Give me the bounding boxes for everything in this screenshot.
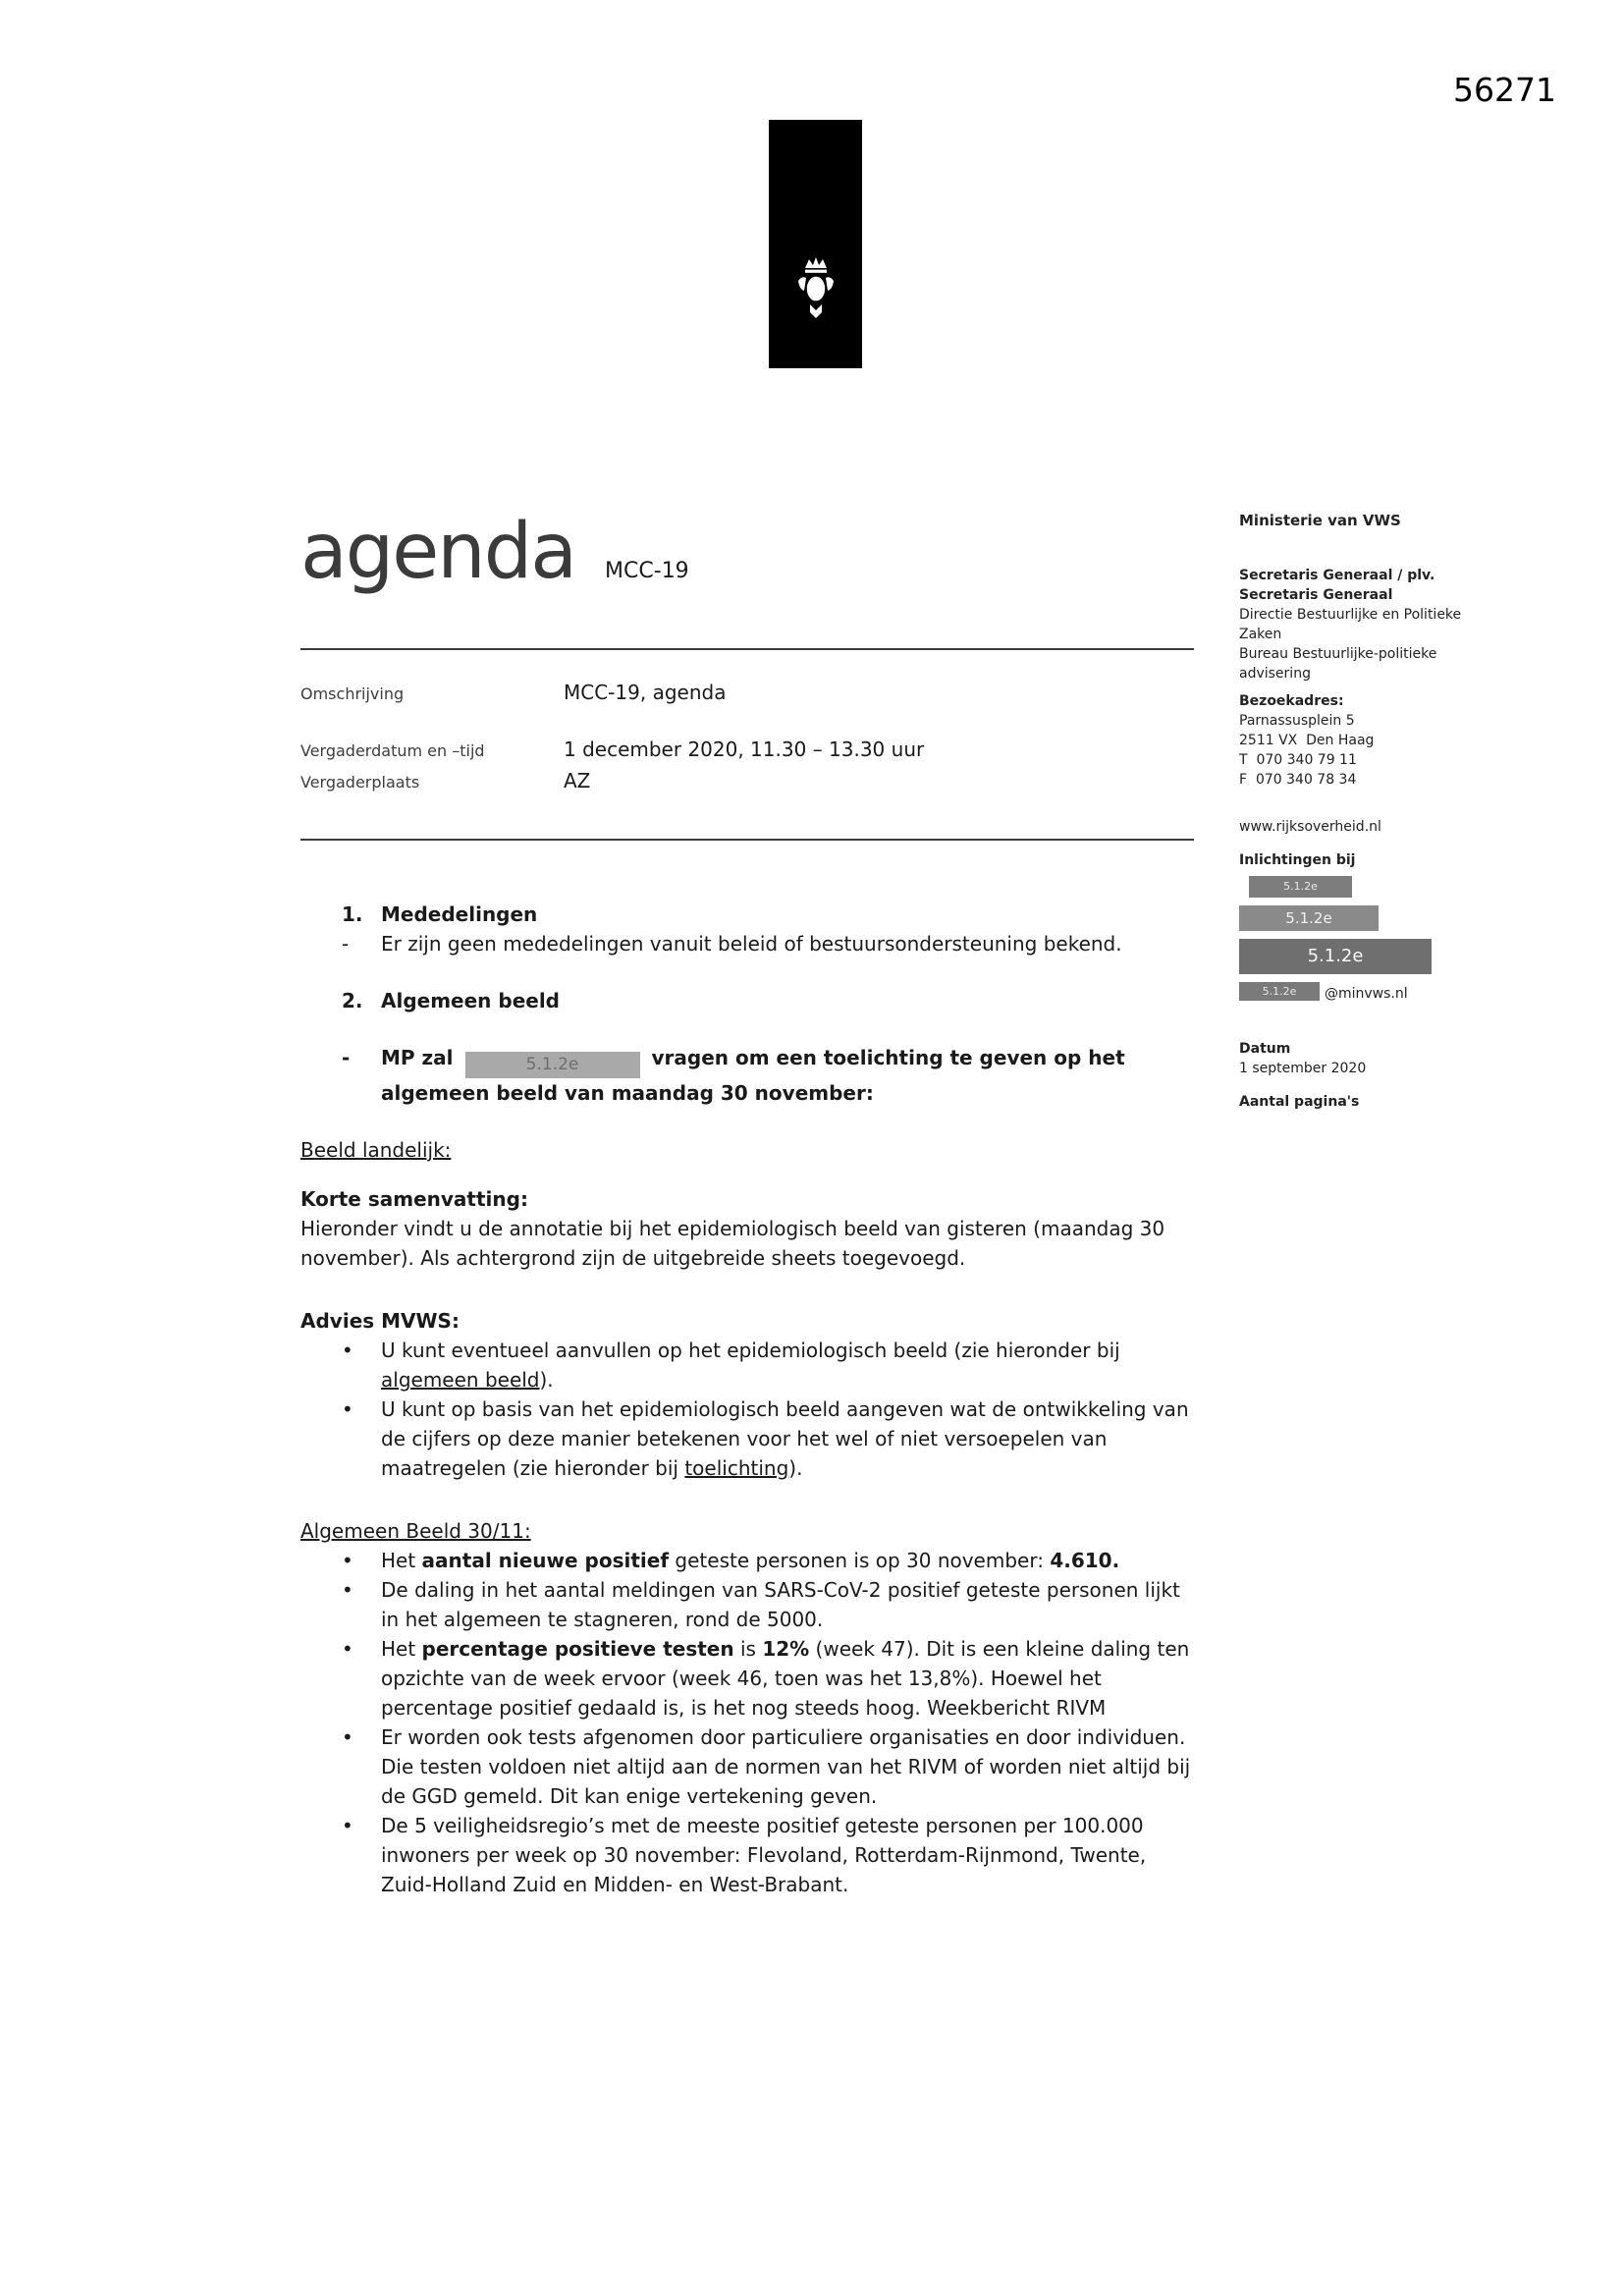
contact-email bbox=[1239, 982, 1510, 1004]
meta-value: MCC-19, agenda bbox=[564, 681, 727, 704]
text-segment: U kunt op basis van het epidemiologisch beeld aangeven wat de ontwikkeling van de cijfers op deze manier betekenen voor het wel of niet versoepelen van maatregelen (zie hieronder bij bbox=[381, 1397, 1189, 1480]
meta-table bbox=[300, 650, 1194, 839]
bullet-marker: • bbox=[342, 1814, 353, 1837]
org-line: advisering bbox=[1239, 666, 1311, 682]
meta-value: AZ bbox=[564, 769, 591, 793]
section-beeld-landelijk: Beeld landelijk: bbox=[300, 1138, 452, 1162]
dash-marker: - bbox=[342, 1046, 351, 1069]
bullet-marker: • bbox=[342, 1637, 353, 1661]
item-number: 2. bbox=[342, 989, 363, 1012]
redaction-box: 5.1.2e bbox=[1239, 905, 1379, 931]
text-segment: Het bbox=[381, 1549, 422, 1572]
agenda-item-1-heading bbox=[300, 900, 1194, 929]
algemeen-bullet bbox=[300, 1575, 1194, 1634]
korte-samenvatting-heading: Korte samenvatting: bbox=[300, 1187, 528, 1211]
text-segment: ). bbox=[788, 1456, 803, 1480]
algemeen-bullet bbox=[300, 1634, 1194, 1722]
inlichtingen-heading: Inlichtingen bij bbox=[1239, 852, 1356, 868]
meta-label: Vergaderplaats bbox=[300, 773, 420, 792]
ministry-name: Ministerie van VWS bbox=[1239, 512, 1401, 529]
bullet-text bbox=[381, 1575, 1194, 1634]
meta-label: Omschrijving bbox=[300, 684, 405, 703]
bullet-text bbox=[381, 1811, 1194, 1899]
agenda-item-2-heading bbox=[300, 986, 1194, 1015]
fax-line: F 070 340 78 34 bbox=[1239, 772, 1357, 788]
sidebar bbox=[1239, 511, 1510, 1112]
korte-samenvatting-body: Hieronder vindt u de annotatie bij het epidemiologisch beeld van gisteren (maandag 30 november). Als achtergrond zijn de uitgebreide sheets toegevoegd. bbox=[300, 1217, 1165, 1270]
text-segment: U kunt eventueel aanvullen op het epidemiologisch beeld (zie hieronder bij bbox=[381, 1339, 1120, 1362]
text-segment: Er worden ook tests afgenomen door particuliere organisaties en door individuen. Die testen voldoen niet altijd aan de normen van het RIVM of worden niet altijd bij de GGD gemeld. Dit kan enige vertekening geven. bbox=[381, 1725, 1191, 1808]
meta-label: Vergaderdatum en –tijd bbox=[300, 741, 485, 760]
document-subtitle: MCC-19 bbox=[605, 559, 689, 583]
mp-post-text: vragen om een toelichting te geven op het algemeen beeld van maandag 30 november: bbox=[381, 1046, 1125, 1105]
redaction-box: 5.1.2e bbox=[1239, 939, 1432, 974]
dash-marker: - bbox=[342, 932, 350, 956]
text-segment: is bbox=[733, 1637, 763, 1661]
bullet-text bbox=[381, 1336, 1194, 1394]
redaction-box: 5.1.2e bbox=[1249, 876, 1352, 898]
text-segment: (week 47). Dit is een kleine daling ten opzichte van de week ervoor (week 46, toen was het 13,8%). Hoewel het percentage positief gedaald is, is het nog steeds hoog. Weekbericht RIVM bbox=[381, 1637, 1190, 1720]
text-segment: ). bbox=[539, 1368, 554, 1392]
bullet-text bbox=[381, 1634, 1194, 1722]
meta-row-vergaderdatum bbox=[300, 735, 1194, 766]
org-line: Bureau Bestuurlijke-politieke bbox=[1239, 646, 1437, 662]
item-number: 1. bbox=[342, 902, 363, 926]
bullet-text bbox=[381, 1546, 1194, 1575]
divider-bottom bbox=[300, 839, 1194, 841]
bullet-text bbox=[381, 1722, 1194, 1811]
website-url: www.rijksoverheid.nl bbox=[1239, 819, 1381, 835]
meta-value: 1 december 2020, 11.30 – 13.30 uur bbox=[564, 738, 925, 761]
datum-value: 1 september 2020 bbox=[1239, 1061, 1367, 1076]
bold-segment: 12% bbox=[762, 1637, 810, 1661]
meta-row-omschrijving bbox=[300, 678, 1194, 709]
coat-of-arms-icon bbox=[790, 256, 841, 333]
advies-heading: Advies MVWS: bbox=[300, 1309, 460, 1333]
text-segment: De daling in het aantal meldingen van SARS-CoV-2 positief geteste personen lijkt in het algemeen te stagneren, rond de 5000. bbox=[381, 1578, 1180, 1631]
item-heading: Mededelingen bbox=[381, 902, 538, 926]
mp-line-text bbox=[381, 1043, 1194, 1108]
phone-line: T 070 340 79 11 bbox=[1239, 752, 1357, 768]
bullet-marker: • bbox=[342, 1339, 353, 1362]
text-segment: geteste personen is op 30 november: bbox=[669, 1549, 1051, 1572]
rijksoverheid-logo bbox=[769, 120, 862, 368]
text-segment: De 5 veiligheidsregio’s met de meeste positief geteste personen per 100.000 inwoners per week op 30 november: Flevoland, Rotterdam-Rijnmond, Twente, Zuid-Holland Zuid en Midden- en West-Brabant. bbox=[381, 1814, 1147, 1896]
address-line: 2511 VX Den Haag bbox=[1239, 733, 1375, 748]
item-body-text: Er zijn geen mededelingen vanuit beleid of bestuursondersteuning bekend. bbox=[381, 932, 1122, 956]
aantal-paginas-heading: Aantal pagina's bbox=[1239, 1094, 1360, 1110]
redaction-box: 5.1.2e bbox=[1239, 982, 1320, 1001]
mp-pre-text: MP zal bbox=[381, 1046, 454, 1069]
bullet-marker: • bbox=[342, 1397, 353, 1421]
agenda-item-1-body bbox=[300, 929, 1194, 958]
email-suffix: @minvws.nl bbox=[1325, 986, 1408, 1002]
org-line: Zaken bbox=[1239, 627, 1282, 642]
algemeen-beeld-heading: Algemeen Beeld 30/11: bbox=[300, 1519, 531, 1543]
doc-number: 56271 bbox=[1453, 71, 1556, 109]
underlined-reference: toelichting bbox=[684, 1456, 789, 1480]
bold-segment: aantal nieuwe positief bbox=[421, 1549, 670, 1572]
advies-bullet bbox=[300, 1394, 1194, 1483]
text-segment: Het bbox=[381, 1637, 422, 1661]
bold-segment: 4.610. bbox=[1050, 1549, 1120, 1572]
bullet-marker: • bbox=[342, 1549, 353, 1572]
main-column bbox=[300, 508, 1194, 1899]
algemeen-bullet bbox=[300, 1811, 1194, 1899]
org-line: Secretaris Generaal bbox=[1239, 587, 1393, 603]
algemeen-bullet bbox=[300, 1546, 1194, 1575]
document-type-title: agenda bbox=[300, 508, 576, 596]
agenda-content bbox=[300, 900, 1194, 1899]
title-row bbox=[300, 508, 1194, 596]
bullet-marker: • bbox=[342, 1725, 353, 1749]
meta-row-vergaderplaats bbox=[300, 766, 1194, 797]
algemeen-bullet bbox=[300, 1722, 1194, 1811]
org-line: Secretaris Generaal / plv. bbox=[1239, 568, 1435, 583]
datum-heading: Datum bbox=[1239, 1041, 1291, 1057]
address-line: Parnassusplein 5 bbox=[1239, 713, 1355, 729]
bezoekadres-heading: Bezoekadres: bbox=[1239, 693, 1344, 709]
underlined-reference: algemeen beeld bbox=[381, 1368, 540, 1392]
mp-line bbox=[300, 1043, 1194, 1108]
redaction-box: 5.1.2e bbox=[465, 1052, 640, 1078]
org-line: Directie Bestuurlijke en Politieke bbox=[1239, 607, 1462, 623]
advies-bullet bbox=[300, 1336, 1194, 1394]
item-heading: Algemeen beeld bbox=[381, 989, 561, 1012]
bullet-marker: • bbox=[342, 1578, 353, 1602]
bold-segment: percentage positieve testen bbox=[421, 1637, 734, 1661]
bullet-text bbox=[381, 1394, 1194, 1483]
